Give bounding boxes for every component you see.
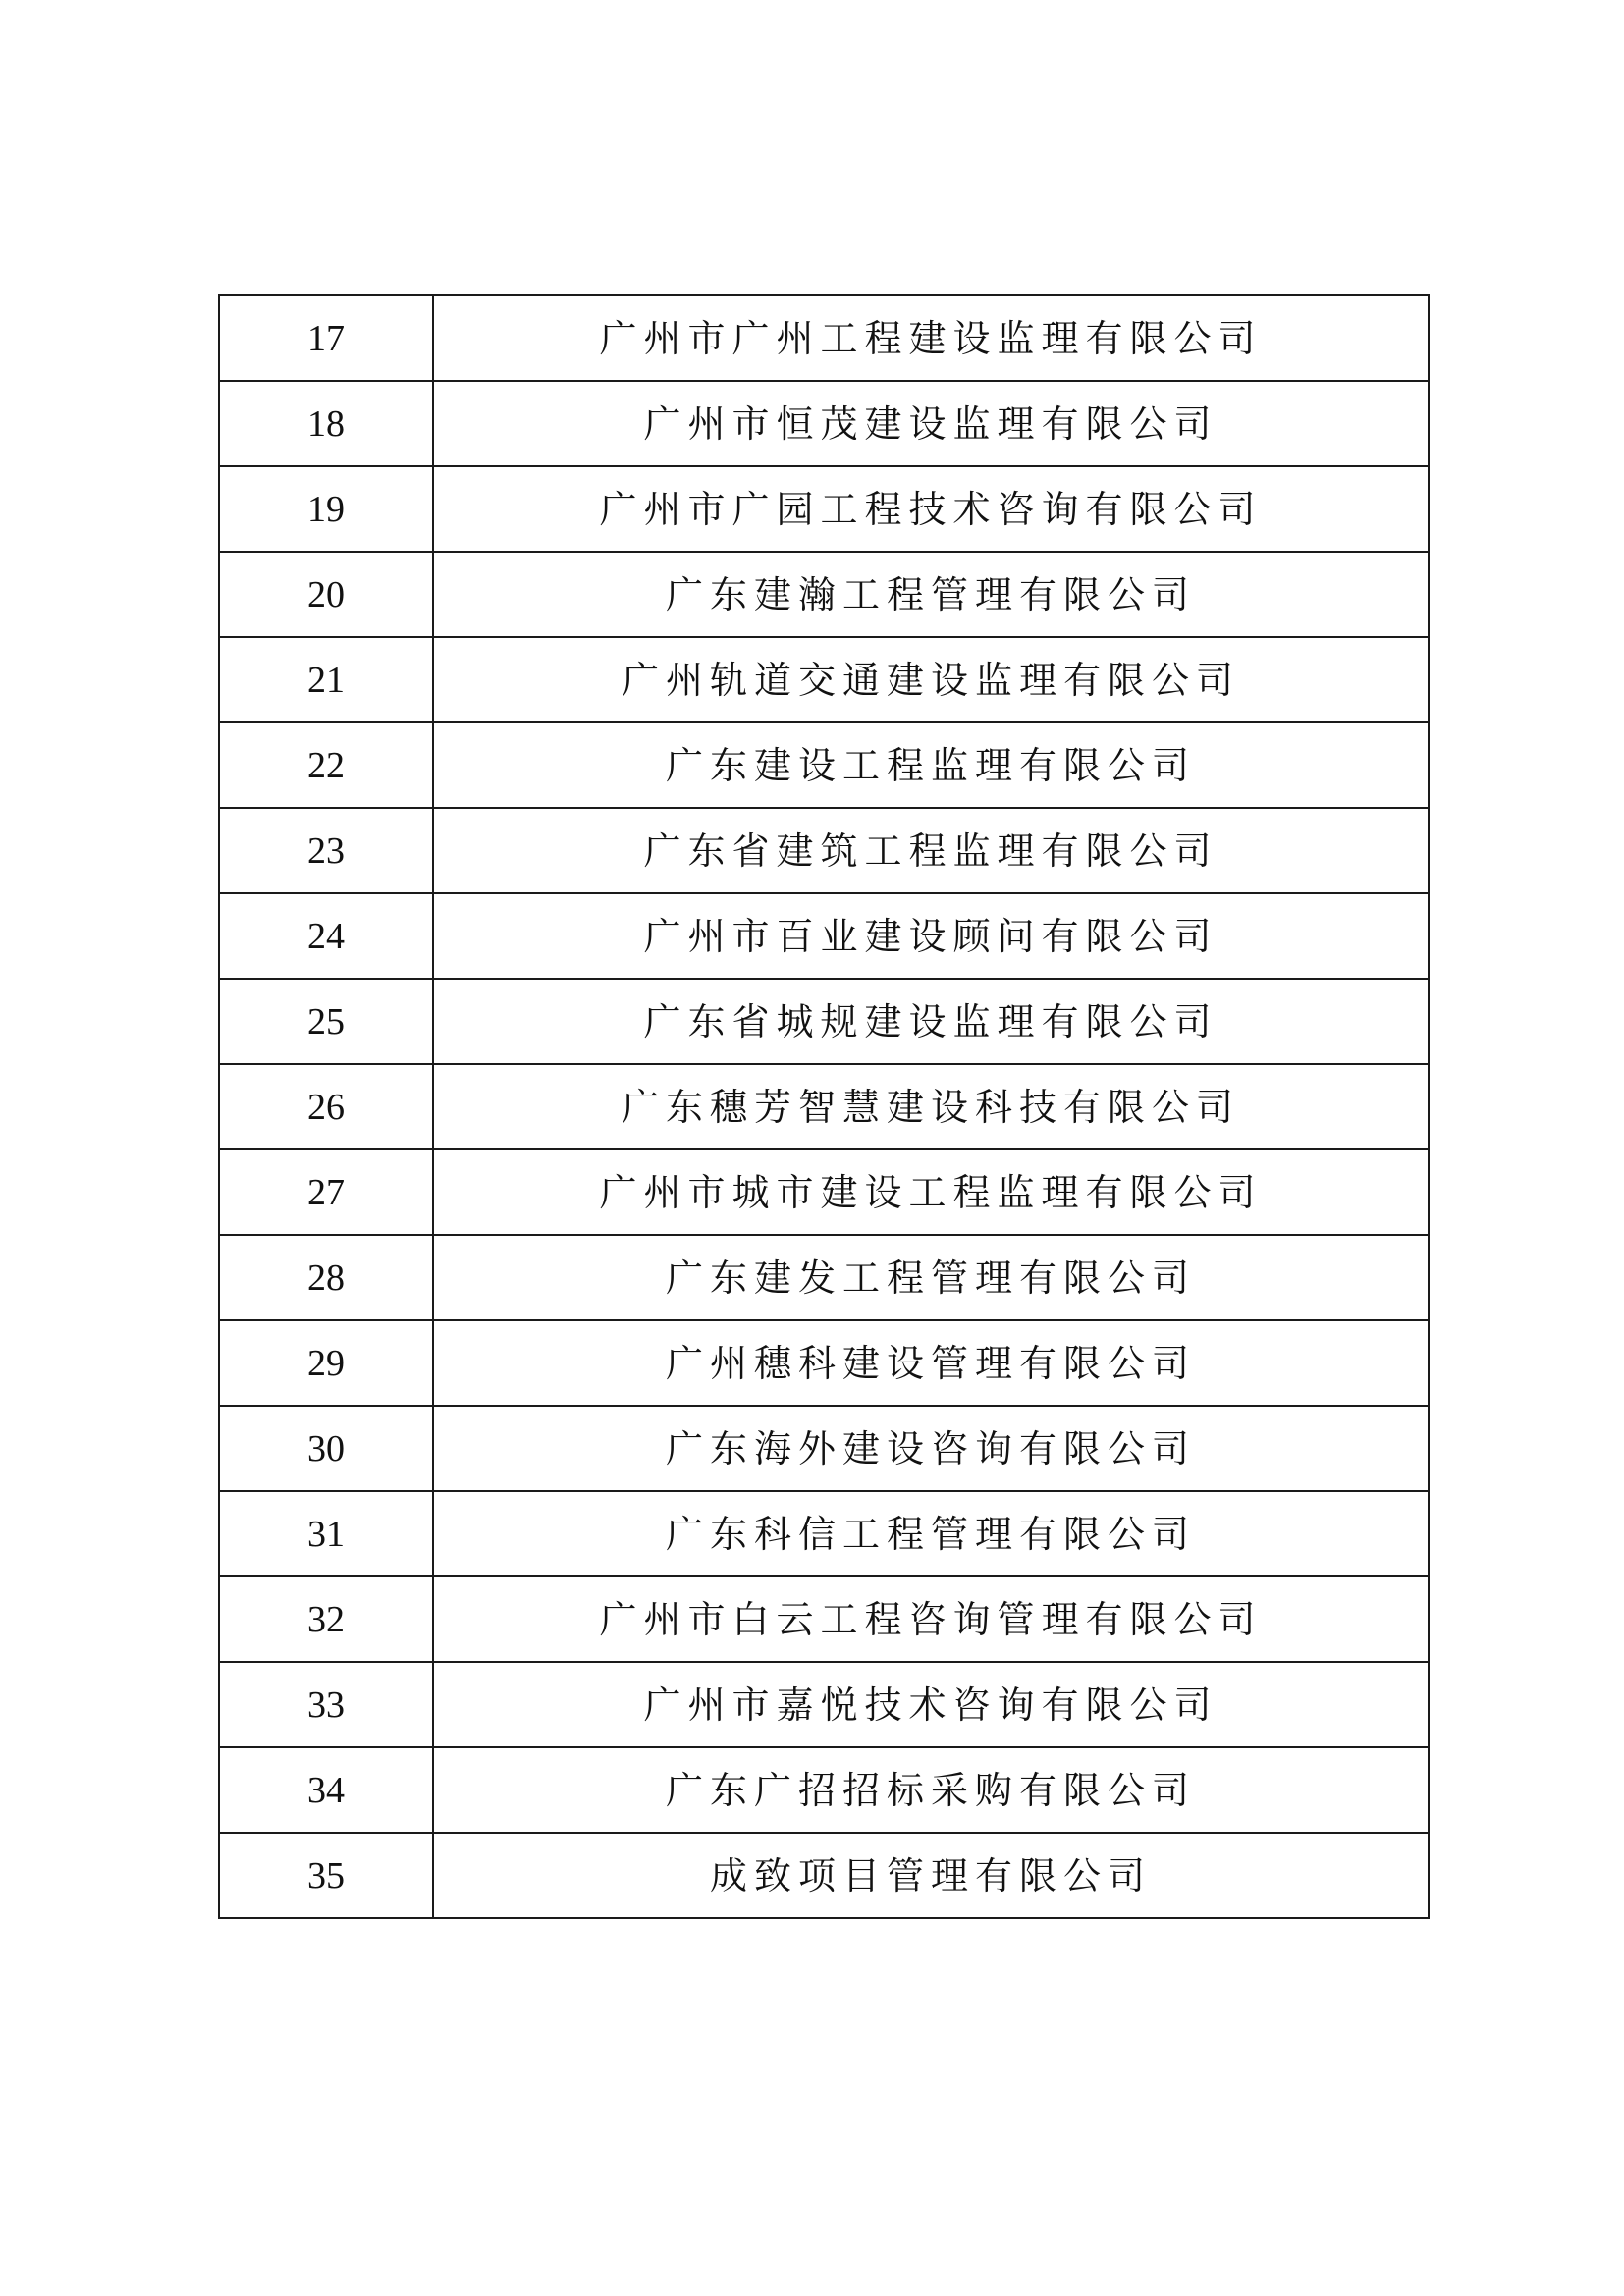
row-number: 31	[219, 1491, 433, 1576]
company-name: 广东科信工程管理有限公司	[433, 1491, 1429, 1576]
table-row	[219, 893, 1429, 979]
company-name: 广东穗芳智慧建设科技有限公司	[433, 1064, 1429, 1149]
company-name: 广东广招招标采购有限公司	[433, 1747, 1429, 1833]
company-name: 广东建瀚工程管理有限公司	[433, 552, 1429, 637]
row-number: 26	[219, 1064, 433, 1149]
table-row	[219, 1406, 1429, 1491]
row-number: 18	[219, 381, 433, 466]
company-name: 广州穗科建设管理有限公司	[433, 1320, 1429, 1406]
table-row	[219, 1662, 1429, 1747]
table-row	[219, 1576, 1429, 1662]
company-name: 广东省建筑工程监理有限公司	[433, 808, 1429, 893]
company-name: 广州市广州工程建设监理有限公司	[433, 295, 1429, 381]
table-row	[219, 637, 1429, 722]
company-name: 广州市嘉悦技术咨询有限公司	[433, 1662, 1429, 1747]
company-name: 广东建发工程管理有限公司	[433, 1235, 1429, 1320]
row-number: 21	[219, 637, 433, 722]
row-number: 24	[219, 893, 433, 979]
table-row	[219, 1833, 1429, 1918]
row-number: 28	[219, 1235, 433, 1320]
row-number: 34	[219, 1747, 433, 1833]
row-number: 22	[219, 722, 433, 808]
row-number: 25	[219, 979, 433, 1064]
table-row	[219, 808, 1429, 893]
table-row	[219, 1491, 1429, 1576]
company-name: 广州市城市建设工程监理有限公司	[433, 1149, 1429, 1235]
table-row	[219, 466, 1429, 552]
row-number: 33	[219, 1662, 433, 1747]
table-row	[219, 1747, 1429, 1833]
table-row	[219, 381, 1429, 466]
table-row	[219, 295, 1429, 381]
company-name: 成致项目管理有限公司	[433, 1833, 1429, 1918]
row-number: 20	[219, 552, 433, 637]
company-name: 广东建设工程监理有限公司	[433, 722, 1429, 808]
row-number: 29	[219, 1320, 433, 1406]
row-number: 17	[219, 295, 433, 381]
company-name: 广州市百业建设顾问有限公司	[433, 893, 1429, 979]
company-list-table	[218, 294, 1430, 1919]
table-row	[219, 1149, 1429, 1235]
table-row	[219, 552, 1429, 637]
row-number: 27	[219, 1149, 433, 1235]
table-row	[219, 722, 1429, 808]
company-name: 广州市白云工程咨询管理有限公司	[433, 1576, 1429, 1662]
company-name: 广州轨道交通建设监理有限公司	[433, 637, 1429, 722]
company-name: 广东省城规建设监理有限公司	[433, 979, 1429, 1064]
table-row	[219, 1320, 1429, 1406]
row-number: 35	[219, 1833, 433, 1918]
company-name: 广州市广园工程技术咨询有限公司	[433, 466, 1429, 552]
row-number: 32	[219, 1576, 433, 1662]
table-row	[219, 1235, 1429, 1320]
row-number: 19	[219, 466, 433, 552]
row-number: 30	[219, 1406, 433, 1491]
company-name: 广东海外建设咨询有限公司	[433, 1406, 1429, 1491]
company-name: 广州市恒茂建设监理有限公司	[433, 381, 1429, 466]
table-row	[219, 1064, 1429, 1149]
table-row	[219, 979, 1429, 1064]
row-number: 23	[219, 808, 433, 893]
